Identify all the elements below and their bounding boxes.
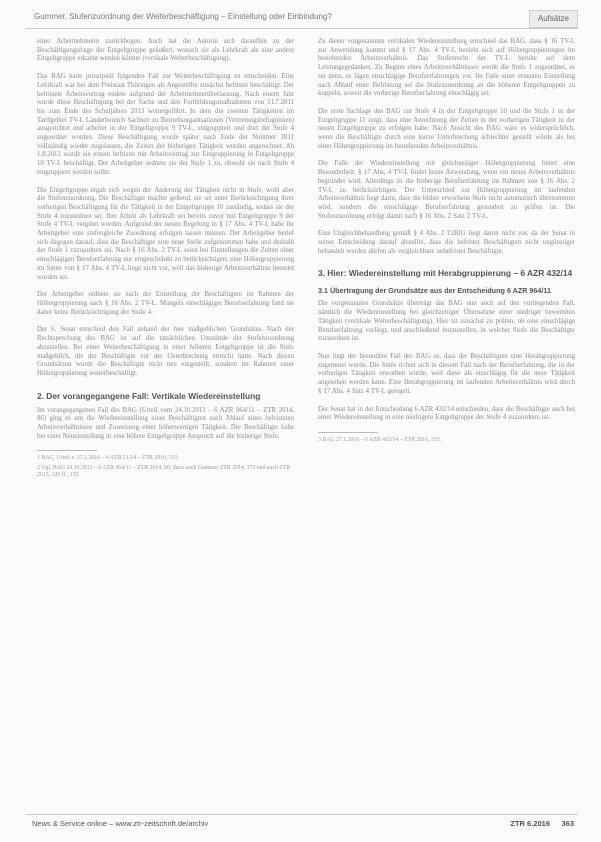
journal-issue: ZTR 6.2016 (510, 819, 550, 828)
paragraph: Eine Ungleichbehandlung gemäß § 4 Abs. 2 TzBfG liegt damit nicht vor, da der Senat in seiner Entscheidung darauf abstellte, dass die befristet Beschäftigten nicht ungünstiger behandelt werden dürfen als vergleichbare unbefristet Beschäftigte. (318, 230, 575, 255)
page-footer (26, 814, 578, 831)
section-label: Aufsätze (529, 10, 578, 28)
footnote-divider (37, 450, 97, 451)
subsection-heading: 3.1 Übertragung der Grundsätze aus der Entscheidung 6 AZR 964/11 (318, 286, 551, 296)
paragraph: Die erste Sachlage des BAG zur Stufe 4 in der Entgeltgruppe 10 und die Stufe 1 in der Entgeltgruppe 11 zeigt, dass eine Anrechnung der Zeiten in der vorherigen Tätigkeit in der neuen Entgeltgruppe zu erfolgen habe. Nach Ansicht des BAG wäre es widersprüchlich, wenn die Beschäftigte durch eine kurze Unterbrechung schlechter gestellt würde als bei einer Höhergruppierung im bestehenden Arbeitsverhältnis. (318, 107, 575, 150)
paragraph: Die Entgeltgruppe ergab sich wegen der Änderung der Tätigkeit nicht in Stufe, wohl aber die Stufenzuordnung. Die Beschäftigte machte geltend, sie sei unter Berücksichtigung ihrer vorherigen Beschäftigung für die Tätigkeit in der Entgeltgruppe 10 zuständig, sodass sie der Stufe 4 zuzuordnen sei. Ihre Arbeit als Lehrkraft sei bereits zuvor mit Entgeltgruppe 9 der Stufe 4 TV-L vergütet worden. Aufgrund der neuen Regelung in § 17 Abs. 4 TV-L habe ihr Arbeitgeber eine stufengleiche Zuordnung erfolgen lassen müssen. Der Arbeitgeber berief sich dagegen darauf, dass die Beschäftigte eine neue Stelle aufgenommen habe und deshalb der Stufe 1 zuzuordnen sei. Nach § 16 Abs. 2 TV-L seien bei Einstellungen die Zeiten einer einschlägigen Berufserfahrung nur eingeschränkt zu berücksichtigen; eine Höhergruppierung im Sinne von § 17 Abs. 4 TV-L liege nicht vor, weil das bisherige Arbeitsverhältnis beendet worden sei. (37, 186, 294, 281)
paragraph: Der Arbeitgeber ordnete sie nach der Einstellung der Beschäftigten im Rahmen der Höhergruppierung nach § 16 Abs. 2 TV-L. Mangels einschlägiger Berufserfahrung fand sie daher keine Berücksichtigung der Stufe 4. (37, 291, 294, 316)
footnote-divider (318, 432, 378, 433)
footnote: 1 BAG, Urteil v. 27.1.2016 – 6 AZR 21/14 – ZTR 2016, 333. (37, 455, 179, 462)
paragraph: Nun liegt der besondere Fall des BAG so, dass der Beschäftigten eine Herabgruppierung zugemutet wurde. Die Stufe richtet sich in diesem Fall nach der Berufserfahrung, die in der vorherigen Tätigkeit erworben wurde, weil diese als einschlägig für die neue Tätigkeit angesehen werden kann. Eine Herabgruppierung im laufenden Arbeitsverhältnis wird durch § 17 Abs. 4 Satz 4 TV-L geregelt. (318, 352, 575, 395)
paragraph: Die vorgenannten Grundsätze überträgt das BAG nun auch auf den vorliegenden Fall, nämlich die Wiedereinstellung bei gleichzeitiger Übernahme einer niedriger bewerteten Tätigkeit (vertikale Weiterbeschäftigung). Hier ist zunächst zu prüfen, ob eine einschlägige Berufserfahrung vorliegt, und anschließend festzustellen, in welcher Stufe die Beschäftigte zuzuordnen ist. (318, 300, 575, 343)
paragraph: Der 6. Senat entschied den Fall anhand der hier maßgeblichen Grundsätze. Nach der Rechtsprechung des BAG ist auf die tatsächlichen Umstände der Stufenzuordnung abzustellen. Bei einer Weiterbeschäftigung in einer höheren Entgeltgruppe ist die Stufe maßgeblich, die der Beschäftigte vor der Unterbrechung erreicht hatte. Nach diesen Grundsätzen wurde die Beschäftigte nicht neu eingestellt, sondern im Rahmen einer Höhergruppierung weiterbeschäftigt. (37, 326, 294, 377)
right-column (318, 38, 575, 446)
footnote: 3 BAG 27.1.2016 – 6 AZR 432/14 – ZTR 2016, 333. (318, 436, 442, 443)
footnote: 2 Vgl. BAG 24.10.2013 – 6 AZR 964/11 – ZTR 2014, 86; dazu auch Gummer ZTR 2014, 373 und auch ZTR 2015, 126 ff., 135. (37, 464, 291, 479)
section-heading: 2. Der vorangegangene Fall: Vertikale Wiedereinstellung (37, 390, 261, 401)
running-title: Gummer, Stufenzuordnung der Weiterbeschäftigung – Einstellung oder Einbindung? (34, 12, 332, 21)
paragraph: Im vorangegangenen Fall des BAG (Urteil vom 24.10.2013 – 6 AZR 964/11 – ZTR 2014, 86) ging es um die Wiedereinstellung einer Beschäftigten nach Ablauf eines befristeten Arbeitsverhältnisses und Zuweisung einer höherwertigen Tätigkeit. Die Beschäftigte habe bei einer Neueinstellung in eine höhere Entgeltgruppe Anspruch auf die bisherige Stufe. (37, 406, 294, 440)
paragraph: Der Senat hat in der Entscheidung 6 AZR 432/14 entschieden, dass die Beschäftigte auch bei einer Wiedereinstellung in eine niedrigere Entgeltgruppe der Stufe 4 zuzuordnen ist. (318, 405, 575, 422)
paragraph: Zu dieser vorgenannten vertikalen Wiedereinstellung entschied das BAG, dass § 16 TV-L zur Anwendung kommt und § 17 Abs. 4 TV-L bezieht sich auf Höhergruppierungen im bestehenden Arbeitsverhältnis. Das Stufenrecht der TV-L beruhe auf dem Leistungsgedanken. Zu Beginn eines Arbeitsverhältnisses werde die Stufe 1 zugeordnet, es sei denn, es lägen einschlägige Berufserfahrungen vor. Im Falle einer erneuten Einstellung nach Ablauf einer Befristung sei die Stufenzuordnung an die höheren Entgeltgruppen zu koppeln, soweit die vorherige Berufserfahrung einschlägig sei. (318, 38, 575, 98)
left-column (37, 38, 294, 482)
footer-link[interactable]: News & Service online – www.ztr-zeitschrift.de/archiv (32, 819, 209, 828)
paragraph: einer Arbeitnehmerin zurückbogen. Auch hat die Autorin sich daraufhin zu der Beschäftigungsfrage der Entgeltgruppe geäußert, wonach sie als Lehrkraft als eine andere Entgeltgruppe erkannt werden könnte (vertikale Weiterbeschäftigung). (37, 38, 294, 63)
section-heading: 3. Hier: Wiedereinstellung mit Herabgruppierung – 6 AZR 432/14 (318, 268, 573, 279)
running-header (26, 10, 578, 29)
paragraph: Das BAG hatte prinzipiell folgenden Fall zur Weiterbeschäftigung zu entscheiden. Eine Lehrkraft war bei dem Freistaat Thüringen als Angestellte zunächst befristet beschäftigt. Der befristete Arbeitsvertrag endete aufgrund der Arbeitnehmerüberlassung. Nach einem Jahr wurde diese Beschäftigung bei der Sache und den Fortbildungsmaßnahmen von 31.7.2011 bis zum Ende des Schuljahres 2013 weitergeführt. In dem die zweiten Tätigkeiten im Tarifgebiet TV-L Länderbereich Sachsen zu Betriebsorganisationen (Vertretungsbefugnissen) ausgerichtet und arbeitet in der Entgeltgruppe 9 TV-L, eingruppiert und dort der Stufe 4 zugeordnet worden. Diese Beschäftigung wurde später nach Ende der Nummer 2011 vollständig wieder zugelassen, die Zeiten der bisherigen Tätigkeit wurden angerechnet. Ab 1.8.2012 wurde sie erneut befristet mit Arbeitsvertrag zur Eingruppierung in Entgeltgruppe 10 TV-L beschäftigt. Der Arbeitgeber ordnete sie der Stufe 1 zu, obwohl sie nach Stufe 4 eingruppiert werden sollte. (37, 73, 294, 176)
page-number: 363 (561, 819, 574, 828)
paragraph: Die Falle der Wiedereinstellung mit gleichzeitiger Höhergruppierung bietet eine Besonderheit: § 17 Abs. 4 TV-L findet keine Anwendung, wenn ein neues Arbeitsverhältnis begründet wird. Allerdings ist die bisherige Berufserfahrung im Rahmen von § 16 Abs. 2 TV-L zu berücksichtigen. Der Unterschied zur Höhergruppierung im laufenden Arbeitsverhältnis liegt darin, dass die bisher erworbene Stufe nicht automatisch übernommen wird, sondern die einschlägige Berufserfahrung gesondert zu prüfen ist. Die Stufenzuordnung erfolgt damit nach § 16 Abs. 2 Satz 2 TV-L. (318, 160, 575, 220)
